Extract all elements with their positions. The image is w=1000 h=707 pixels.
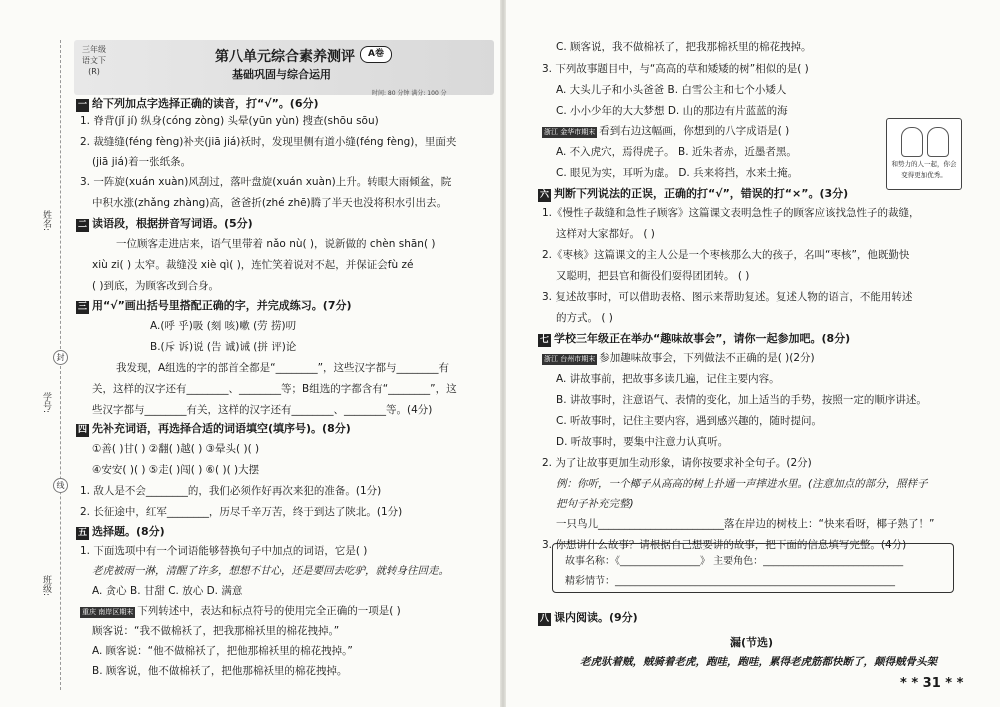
question-line xyxy=(92,442,259,456)
question-line xyxy=(92,279,219,293)
question-line xyxy=(92,155,191,169)
question-line xyxy=(556,83,786,97)
page-number: * * 31 * * xyxy=(900,676,964,691)
line-text: 的方式。 ( ) xyxy=(556,312,613,324)
line-text: 顾客说：“我不做棉袄了，把我那棉袄里的棉花拽掉。” xyxy=(92,625,340,637)
line-text: C. 听故事时，记住主要内容，遇到感兴趣的，随时提问。 xyxy=(556,415,823,427)
page-subtitle: 基础巩固与综合运用 xyxy=(232,68,331,81)
line-text: 1. 敌人是不会________的，我们必须作好再次来犯的准备。(1分) xyxy=(80,485,382,497)
line-text: 又聪明，把县官和衙役们耍得团团转。 ( ) xyxy=(556,270,750,282)
line-text: 我发现，A组选的字的部首全都是“________”，这些汉字都与________有 xyxy=(116,362,450,374)
line-text: 3. 一阵旋(xuán xuàn)风刮过，落叶盘旋(xuán xuàn)上升。转眼大雨倾盆，院 xyxy=(80,176,452,188)
question-line xyxy=(556,145,797,159)
question-line xyxy=(556,227,655,241)
name-label: 姓名: xyxy=(41,210,51,232)
section-heading xyxy=(76,216,253,232)
exam-meta: 时间: 80 分钟 满分: 100 分 xyxy=(372,90,447,97)
edition-label: (R) xyxy=(88,67,100,76)
line-text: (jiā jiá)着一张纸条。 xyxy=(92,156,192,168)
page-gutter xyxy=(500,0,506,707)
line-text: 把句子补充完整) xyxy=(556,498,634,510)
section-heading xyxy=(76,298,352,314)
line-text: 下列转述中，表达和标点符号的使用完全正确的一项是( ) xyxy=(137,605,401,617)
region-tag: 浙江 台州市期末 xyxy=(544,355,596,363)
line-text: A. 贪心 B. 甘甜 C. 放心 D. 满意 xyxy=(92,585,243,597)
line-text: B. 顾客说，他不做棉袄了，把他那棉袄里的棉花拽掉。 xyxy=(92,665,348,677)
question-line xyxy=(92,382,457,396)
grade-label: 三年级 xyxy=(82,45,106,54)
section-text: 先补充词语，再选择合适的词语填空(填序号)。(8分) xyxy=(92,422,351,435)
binding-hole-2: 线 xyxy=(53,478,68,493)
section-number: 六 xyxy=(539,190,549,200)
grade-info xyxy=(76,44,112,86)
story-info-row-1[interactable]: 故事名称：《________________》 主要角色：____________________________ xyxy=(565,556,904,567)
line-text: 1.《慢性子裁缝和急性子顾客》这篇课文表明急性子的顾客应该找急性子的裁缝， xyxy=(542,207,920,219)
story-info-box xyxy=(552,543,954,593)
question-line xyxy=(80,604,401,618)
line-text: 例：你听，一个椰子从高高的树上扑通一声摔进水里。(注意加点的部分，照样子 xyxy=(556,478,928,490)
question-line xyxy=(556,435,728,449)
question-line xyxy=(556,40,812,54)
line-text: B.(斥 诉)说 (告 诚)诫 (拼 评)论 xyxy=(150,341,297,353)
section-heading xyxy=(76,421,351,437)
line-text: A.(呼 乎)吸 (刻 咳)嗽 (劳 捞)叨 xyxy=(150,320,297,332)
question-line xyxy=(150,319,296,333)
line-text: A. 讲故事前，把故事多读几遍，记住主要内容。 xyxy=(556,373,780,385)
line-text: xiù zi( ) 太窄。裁缝没 xiè qì( )，连忙笑着说对不起，并保证会fù zé xyxy=(92,259,414,271)
child-figure-icon xyxy=(927,127,949,157)
reading-title: 漏(节选) xyxy=(730,636,774,649)
question-line xyxy=(542,248,909,262)
question-line xyxy=(556,372,780,386)
line-text: 3. 下列故事题目中，与“高高的草和矮矮的树”相似的是( ) xyxy=(542,63,809,75)
question-line xyxy=(92,564,449,578)
reading-text: 老虎驮着贼，贼骑着老虎，跑哇，跑哇，累得老虎筋都快断了，颠得贼骨头架 xyxy=(580,656,937,668)
line-text: C. 顾客说，我不做棉袄了，把我那棉袄里的棉花拽掉。 xyxy=(556,41,812,53)
section-heading xyxy=(538,610,638,626)
question-line xyxy=(80,135,456,149)
section-number: 二 xyxy=(77,220,87,230)
question-line xyxy=(80,114,379,128)
binding-hole-1: 封 xyxy=(53,350,68,365)
question-line xyxy=(556,311,613,325)
child-figure-icon xyxy=(901,127,923,157)
class-label: 班级: xyxy=(41,575,51,597)
question-line xyxy=(542,290,912,304)
line-text: 这样对大家都好。 ( ) xyxy=(556,228,655,240)
line-text: 老虎被雨一淋，清醒了许多，想想不甘心，还是要回去吃驴，就转身往回走。 xyxy=(92,565,449,577)
line-text: ④安安( )( ) ⑤走( )闯( ) ⑥( )( )大摆 xyxy=(92,464,260,476)
question-line xyxy=(556,393,927,407)
question-line xyxy=(556,166,798,180)
line-text: A. 不入虎穴，焉得虎子。 B. 近朱者赤，近墨者黑。 xyxy=(556,146,797,158)
question-line xyxy=(92,403,432,417)
line-text: 一只鸟儿________________________落在岸边的树枝上：“快来看呀，椰子熟了！” xyxy=(556,518,935,530)
question-line xyxy=(542,456,812,470)
section-text: 课内阅读。(9分) xyxy=(554,611,638,624)
question-line xyxy=(80,505,402,519)
section-text: 判断下列说法的正误，正确的打“√”，错误的打“×”。(3分) xyxy=(554,187,849,200)
section-heading xyxy=(76,96,319,112)
question-line xyxy=(542,351,815,365)
story-info-row-2[interactable]: 精彩情节：________________________________________________________ xyxy=(565,576,895,587)
line-text: ①善( )甘( ) ②翻( )越( ) ③晕头( )( ) xyxy=(92,443,260,455)
question-line xyxy=(92,584,242,598)
page-title: 第八单元综合素养测评 xyxy=(215,49,355,65)
line-text: 2. 长征途中，红军________，历尽千辛万苦，终于到达了陕北。(1分) xyxy=(80,506,403,518)
line-text: 中积水涨(zhǎng zhàng)高，爸爸折(zhé zhē)腾了半天也没将积水引出去。 xyxy=(92,197,448,209)
question-line xyxy=(92,624,339,638)
illustration xyxy=(886,118,962,190)
question-line xyxy=(556,497,634,511)
section-text: 选择题。(8分) xyxy=(92,525,165,538)
line-text: 1. 下面选项中有一个词语能够替换句子中加点的词语，它是( ) xyxy=(80,545,368,557)
question-line xyxy=(556,104,788,118)
section-heading xyxy=(538,186,848,202)
question-line xyxy=(542,124,789,138)
question-line xyxy=(542,206,920,220)
line-text: 3. 你想讲什么故事？请根据自己想要讲的故事，把下面的信息填写完整。(4分) xyxy=(542,539,907,551)
section-heading xyxy=(538,331,850,347)
question-line xyxy=(80,544,367,558)
seat-label: 学号: xyxy=(41,392,51,414)
line-text: 一位顾客走进店来，语气里带着 nǎo nù( )，说新做的 chèn shān( ) xyxy=(116,238,436,250)
line-text: B. 讲故事时，注意语气、表情的变化，加上适当的手势，按照一定的顺序讲述。 xyxy=(556,394,927,406)
question-line xyxy=(92,463,259,477)
section-number: 三 xyxy=(77,302,87,312)
line-text: A. 顾客说：“他不做棉袄了，把他那棉袄里的棉花拽掉。” xyxy=(92,645,353,657)
section-number: 四 xyxy=(77,425,87,435)
line-text: C. 眼见为实，耳听为虚。 D. 兵来将挡，水来土掩。 xyxy=(556,167,799,179)
binding-line xyxy=(60,40,61,690)
section-number: 五 xyxy=(77,528,87,538)
line-text: 1. 脊背(jǐ jí) 纵身(cóng zòng) 头晕(yūn yùn) 搜查(shōu sōu) xyxy=(80,115,379,127)
question-line xyxy=(116,361,449,375)
line-text: 3. 复述故事时，可以借助表格、图示来帮助复述。复述人物的语言，不能用转述 xyxy=(542,291,913,303)
question-line xyxy=(92,644,353,658)
question-line xyxy=(80,484,381,498)
question-line xyxy=(116,237,436,251)
line-text: ( )到底，为顾客改到合身。 xyxy=(92,280,220,292)
line-text: 2. 裁缝缝(féng fèng)补夹(jiā jiá)袄时，发现里侧有道小缝(féng fèng)，里面夹 xyxy=(80,136,457,148)
section-text: 用“√”画出括号里搭配正确的字，并完成练习。(7分) xyxy=(92,299,352,312)
line-text: 2.《枣核》这篇课文的主人公是一个枣核那么大的孩子，名叫“枣核”，他既勤快 xyxy=(542,249,910,261)
section-number: 八 xyxy=(539,614,549,624)
region-tag: 浙江 金华市期末 xyxy=(544,128,596,136)
section-number: 一 xyxy=(77,100,87,110)
version-badge: A卷 xyxy=(360,46,392,63)
question-line xyxy=(80,175,451,189)
question-line xyxy=(556,414,822,428)
question-line xyxy=(150,340,296,354)
line-text: 2. 为了让故事更加生动形象，请你按要求补全句子。(2分) xyxy=(542,457,812,469)
question-line xyxy=(556,517,934,531)
question-line xyxy=(92,258,413,272)
section-number: 七 xyxy=(539,335,549,345)
line-text: D. 听故事时，要集中注意力认真听。 xyxy=(556,436,729,448)
line-text: 关，这样的汉字还有________、________等；B组选的字都含有“________”，这 xyxy=(92,383,457,395)
line-text: 些汉字都与________有关，这样的汉字还有________、________等。(4分) xyxy=(92,404,433,416)
subject-label: 语文下 xyxy=(82,56,106,65)
line-text: 看到右边这幅画，你想到的八字成语是( ) xyxy=(599,125,790,137)
section-text: 给下列加点字选择正确的读音，打“√”。(6分) xyxy=(92,97,319,110)
question-line xyxy=(542,62,809,76)
question-line xyxy=(556,477,928,491)
line-text: C. 小小少年的大大梦想 D. 山的那边有片蓝蓝的海 xyxy=(556,105,788,117)
line-text: A. 大头儿子和小头爸爸 B. 白雪公主和七个小矮人 xyxy=(556,84,787,96)
question-line xyxy=(556,269,749,283)
question-line xyxy=(92,664,347,678)
section-heading xyxy=(76,524,165,540)
region-tag: 重庆 南岸区期末 xyxy=(82,608,134,616)
line-text: 参加趣味故事会，下列做法不正确的是( )(2分) xyxy=(599,352,815,364)
section-text: 学校三年级正在举办“趣味故事会”，请你一起参加吧。(8分) xyxy=(554,332,851,345)
question-line xyxy=(92,196,447,210)
section-text: 读语段，根据拼音写词语。(5分) xyxy=(92,217,253,230)
illustration-caption: 和势力的人一起，你会变得更加优秀。 xyxy=(891,160,957,179)
